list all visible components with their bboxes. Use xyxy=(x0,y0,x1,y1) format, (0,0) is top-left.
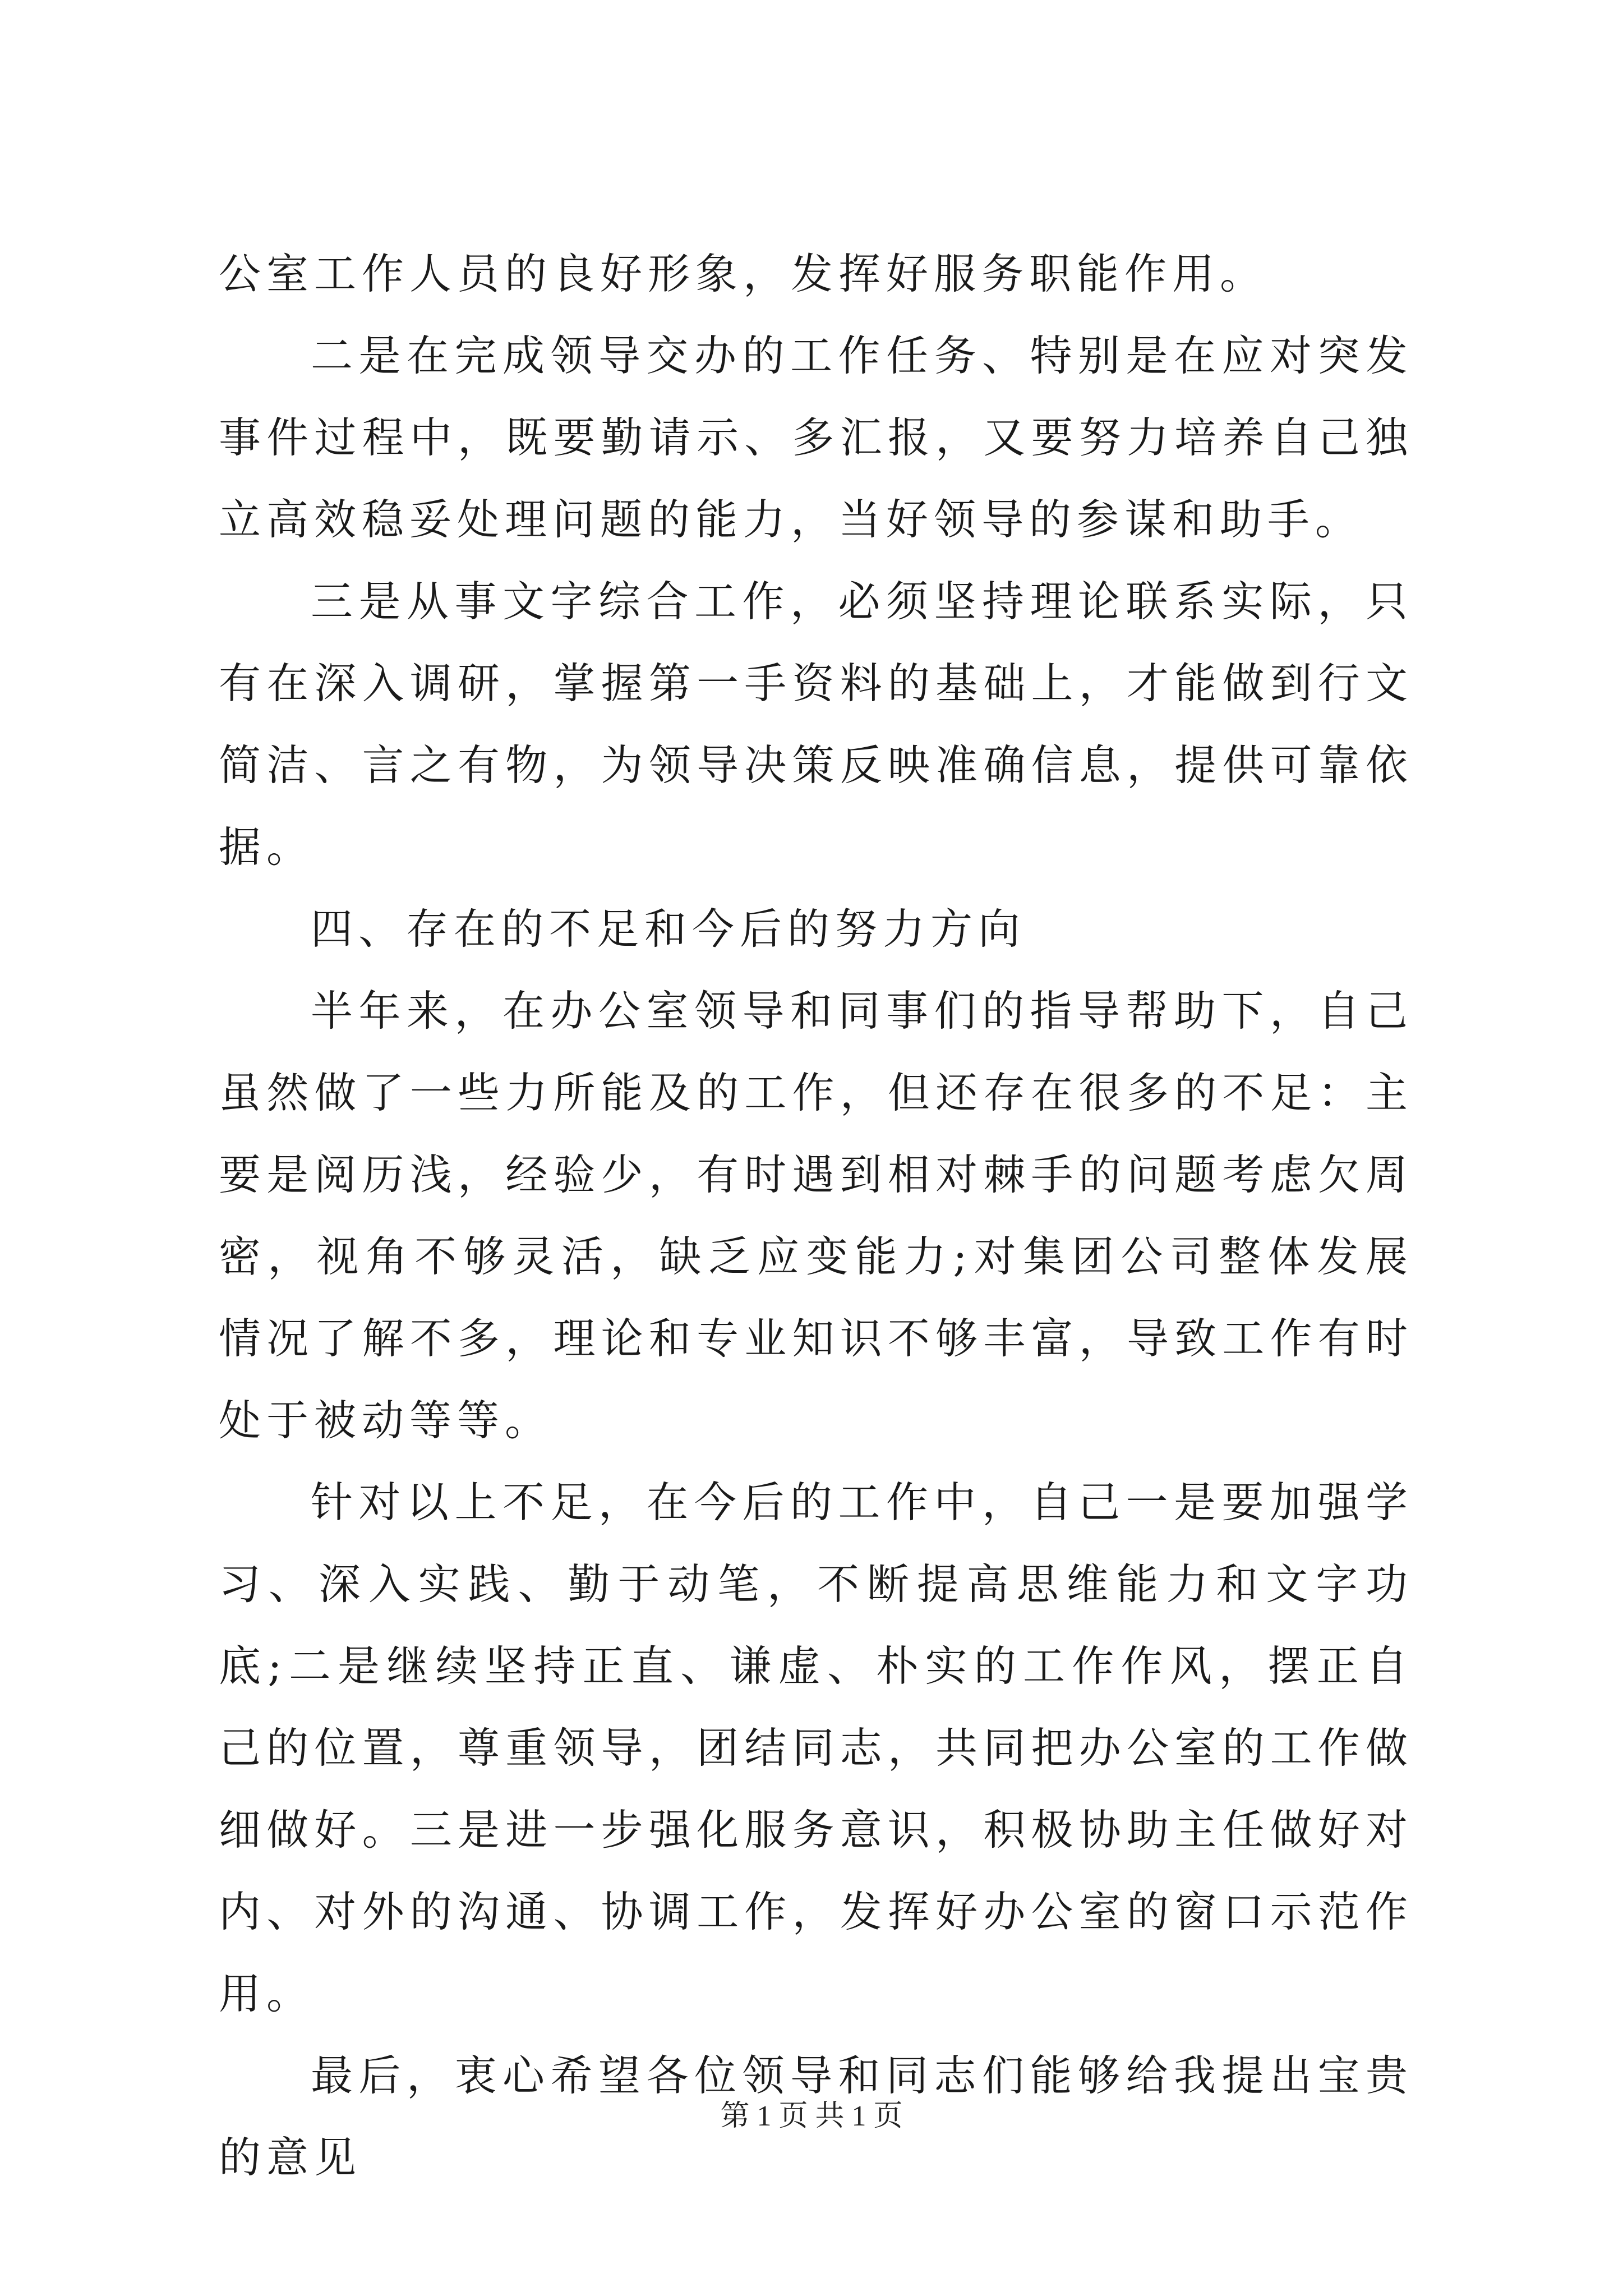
document-body xyxy=(219,233,1413,2198)
paragraph-continuation: 公室工作人员的良好形象，发挥好服务职能作用。 xyxy=(219,249,1268,298)
paragraph-shortcomings: 半年来，在办公室领导和同事们的指导帮助下，自己虽然做了一些力所能及的工作，但还存在很多的不足：主要是阅历浅，经验少，有时遇到相对棘手的问题考虑欠周密，视角不够灵活，缺乏应变能力;对集团公司整体发展情况了解不多，理论和专业知识不够丰富，导致工作有时处于被动等等。 xyxy=(219,986,1413,1445)
paragraph-closing: 最后，衷心希望各位领导和同志们能够给我提出宝贵的意见 xyxy=(219,2051,1413,2182)
paragraph-improvements: 针对以上不足，在今后的工作中，自己一是要加强学习、深入实践、勤于动笔，不断提高思维能力和文字功底;二是继续坚持正直、谦虚、朴实的工作作风，摆正自己的位置，尊重领导，团结同志，共同把办公室的工作做细做好。三是进一步强化服务意识，积极协助主任做好对内、对外的沟通、协调工作，发挥好办公室的窗口示范作用。 xyxy=(219,1478,1413,2018)
paragraph-point-two: 二是在完成领导交办的工作任务、特别是在应对突发事件过程中，既要勤请示、多汇报，又要努力培养自己独立高效稳妥处理问题的能力，当好领导的参谋和助手。 xyxy=(219,331,1413,544)
section-heading-shortcomings: 四、存在的不足和今后的努力方向 xyxy=(311,904,1026,954)
paragraph-point-three: 三是从事文字综合工作，必须坚持理论联系实际，只有在深入调研，掌握第一手资料的基础上，才能做到行文简洁、言之有物，为领导决策反映准确信息，提供可靠依据。 xyxy=(219,577,1413,872)
page-footer: 第 1 页 共 1 页 xyxy=(720,2100,903,2132)
